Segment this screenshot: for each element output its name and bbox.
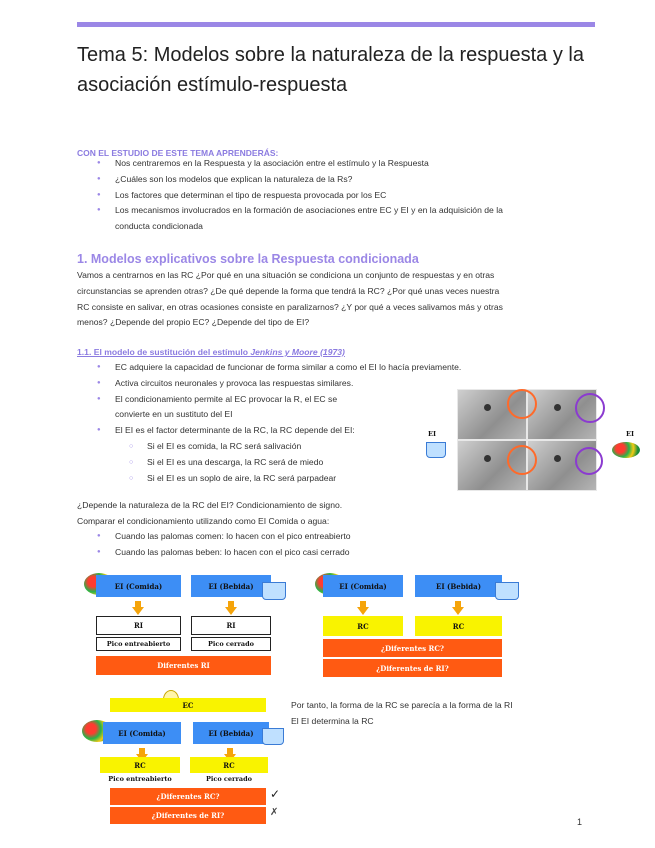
rc-box: RC: [323, 616, 403, 636]
photo-label-right: EI: [626, 430, 634, 438]
para-line: ¿Depende la naturaleza de la RC del EI? Condicionamiento de signo.: [77, 500, 343, 510]
list-item: ● El EI es el factor determinante de la RC, la RC depende del EI:: [77, 423, 597, 439]
list-item: ● Nos centraremos en la Respuesta y la asociación entre el estímulo y la Respuesta: [77, 156, 607, 172]
list-item: ● ¿Cuáles son los modelos que explican la naturaleza de la Rs?: [77, 172, 607, 188]
top-accent-bar: [77, 22, 595, 27]
subsection-heading[interactable]: [77, 347, 345, 357]
diff-ri-box: Diferentes RI: [96, 656, 271, 675]
ec-box: EC: [110, 698, 266, 712]
ei-drink-box: EI (Bebida): [193, 722, 269, 744]
list-item-continuation: convierte en un sustituto del EI: [115, 409, 233, 420]
sub-list-item: ○ Si el EI es una descarga, la RC será de miedo: [77, 455, 597, 471]
food-icon: [612, 442, 640, 458]
check-icon: ✓: [270, 787, 281, 801]
section-heading: 1. Modelos explicativos sobre la Respuesta condicionada: [77, 252, 419, 266]
page-title: Tema 5: Modelos sobre la naturaleza de la respuesta y la asociación estímulo-respuesta: [77, 44, 584, 96]
para-line: RC consiste en salivar, en otras ocasiones consiste en paralizarnos? ¿Y por qué a veces salivamos más y otras: [77, 301, 503, 312]
para-line: menos? ¿Depende del propio EC? ¿Depende del tipo de EI?: [77, 317, 310, 328]
section-paragraph: [77, 268, 597, 331]
list-item-continuation: conducta condicionada: [115, 221, 203, 232]
pigeon-photo: [457, 389, 597, 491]
para-line: circunstancias se aprenden otras? ¿De qué depende la forma que tendrá la RC? ¿Por qué unas veces nuestra: [77, 285, 500, 296]
learn-list: [77, 156, 607, 235]
highlight-ring: [575, 393, 605, 423]
beak-closed-box: Pico cerrado: [191, 637, 271, 651]
ei-drink-box: EI (Bebida): [191, 575, 271, 597]
highlight-ring: [575, 447, 603, 475]
conclusion-line: El EI determina la RC: [291, 715, 374, 726]
ei-drink-box: EI (Bebida): [415, 575, 502, 597]
arrow-down-icon: [452, 607, 464, 615]
ei-food-box: EI (Comida): [96, 575, 181, 597]
water-icon: [426, 442, 446, 458]
diff-rc-box: ¿Diferentes RC?: [323, 639, 502, 657]
list-item: ● Cuando las palomas comen: lo hacen con el pico entreabierto: [77, 529, 597, 545]
page-number: 1: [577, 817, 583, 827]
list-item: ● Activa circuitos neuronales y provoca las respuestas similares.: [77, 376, 597, 392]
list-item: ● EC adquiere la capacidad de funcionar de forma similar a como el EI lo hacía previamente.: [77, 360, 597, 376]
arrow-down-icon: [357, 607, 369, 615]
arrow-down-icon: [225, 607, 237, 615]
sub-list-item: ○ Si el EI es comida, la RC será salivación: [77, 439, 597, 455]
pigeon-list: [77, 529, 597, 561]
learn-heading: CON EL ESTUDIO DE ESTE TEMA APRENDERÁS:: [77, 148, 279, 158]
diff-ri-box: ¿Diferentes de RI?: [110, 807, 266, 824]
para-line: Vamos a centrarnos en las RC ¿Por qué en una situación se condiciona un conjunto de respuestas y en otras: [77, 270, 495, 280]
para-line: Comparar el condicionamiento utilizando como EI Comida o agua:: [77, 515, 330, 526]
ri-box: RI: [96, 616, 181, 635]
highlight-ring: [507, 389, 537, 419]
heading-authors: Jenkins y Moore (1973): [250, 347, 345, 357]
diff-rc-box: ¿Diferentes RC?: [110, 788, 266, 805]
sign-conditioning-paragraph: [77, 498, 597, 530]
water-icon: [262, 728, 284, 745]
list-item: ● Los mecanismos involucrados en la formación de asociaciones entre EC y EI y en la adquisición de la: [77, 203, 607, 219]
beak-open-box: Pico entreabierto: [96, 637, 181, 651]
ri-box: RI: [191, 616, 271, 635]
cross-icon: ✗: [270, 807, 279, 818]
arrow-down-icon: [132, 607, 144, 615]
conclusion-line: Por tanto, la forma de la RC se parecía a la forma de la RI: [291, 700, 513, 710]
sub-list-item: ○ Si el EI es un soplo de aire, la RC será parpadear: [77, 471, 597, 487]
rc-box: RC: [100, 757, 180, 773]
list-item: ● El condicionamiento permite al EC provocar la R, el EC se: [77, 392, 597, 408]
photo-label-left: EI: [428, 430, 436, 438]
conclusion: [291, 698, 591, 730]
list-item: ● Los factores que determinan el tipo de respuesta provocada por los EC: [77, 188, 607, 204]
water-icon: [262, 582, 286, 600]
diff-ri-box: ¿Diferentes de RI?: [323, 659, 502, 677]
ei-food-box: EI (Comida): [323, 575, 403, 597]
ei-food-box: EI (Comida): [103, 722, 181, 744]
water-icon: [495, 582, 519, 600]
list-item: ● Cuando las palomas beben: lo hacen con el pico casi cerrado: [77, 545, 597, 561]
highlight-ring: [507, 445, 537, 475]
beak-open-label: Pico entreabierto: [108, 775, 172, 783]
rc-box: RC: [415, 616, 502, 636]
heading-prefix: 1.1. El modelo de sustitución del estímulo: [77, 347, 251, 357]
rc-box: RC: [190, 757, 268, 773]
beak-closed-label: Pico cerrado: [206, 775, 252, 783]
